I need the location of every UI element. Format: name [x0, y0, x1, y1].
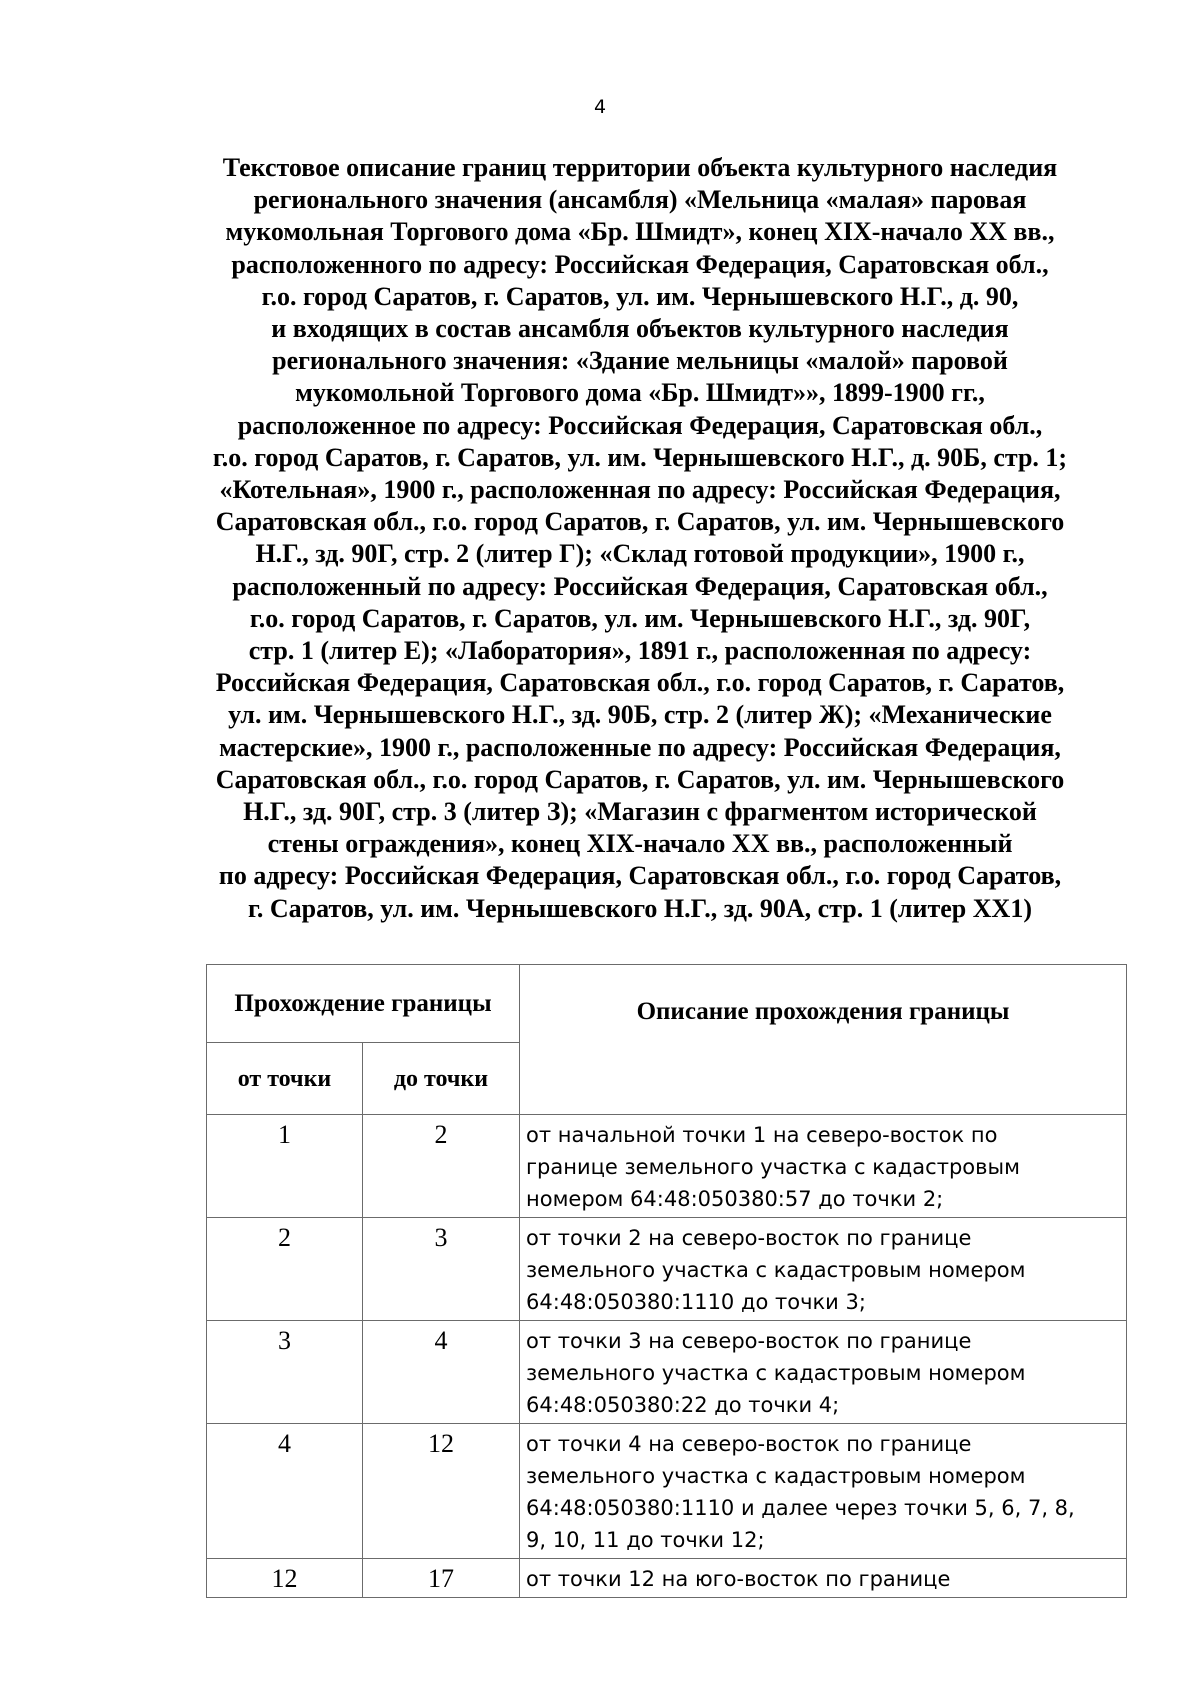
document-heading — [150, 152, 1130, 925]
description-line: земельного участка с кадастровым номером — [526, 1464, 1026, 1488]
heading-line: по адресу: Российская Федерация, Саратовская обл., г.о. город Саратов, — [218, 861, 1062, 891]
to-point-cell: 12 — [363, 1424, 520, 1559]
description-line: от точки 3 на северо-восток по границе — [526, 1329, 972, 1353]
description-line: 64:48:050380:1110 и далее через точки 5, 6, 7, 8, — [526, 1496, 1075, 1520]
table-row — [207, 1321, 1127, 1424]
heading-line: стр. 1 (литер Е); «Лаборатория», 1891 г., расположенная по адресу: — [248, 636, 1032, 666]
from-point-cell: 2 — [207, 1218, 363, 1321]
heading-line: Российская Федерация, Саратовская обл., г.о. город Саратов, г. Саратов, — [215, 668, 1065, 698]
header-from-point: от точки — [207, 1043, 363, 1115]
description-line: границе земельного участка с кадастровым — [526, 1155, 1020, 1179]
to-point-cell: 3 — [363, 1218, 520, 1321]
heading-line: мукомольной Торгового дома «Бр. Шмидт»», 1899-1900 гг., — [295, 378, 985, 408]
page-number: 4 — [593, 96, 607, 118]
to-point-cell: 17 — [363, 1559, 520, 1598]
from-point-cell: 4 — [207, 1424, 363, 1559]
heading-line: регионального значения: «Здание мельницы «малой» паровой — [272, 346, 1008, 376]
description-line: земельного участка с кадастровым номером — [526, 1258, 1026, 1282]
heading-line: ул. им. Чернышевского Н.Г., зд. 90Б, стр. 2 (литер Ж); «Механические — [228, 700, 1052, 730]
table-row — [207, 1115, 1127, 1218]
description-line: земельного участка с кадастровым номером — [526, 1361, 1026, 1385]
heading-line: регионального значения (ансамбля) «Мельница «малая» паровая — [253, 185, 1027, 215]
description-line: от точки 12 на юго-восток по границе — [526, 1567, 951, 1591]
heading-line: «Котельная», 1900 г., расположенная по адресу: Российская Федерация, — [219, 475, 1061, 505]
heading-line: мукомольная Торгового дома «Бр. Шмидт», конец XIX-начало XX вв., — [225, 217, 1055, 247]
table-row — [207, 1559, 1127, 1598]
description-line: 64:48:050380:1110 до точки 3; — [526, 1290, 866, 1314]
heading-line: Текстовое описание границ территории объекта культурного наследия — [222, 153, 1058, 182]
description-line: 9, 10, 11 до точки 12; — [526, 1528, 765, 1552]
heading-line: г. Саратов, ул. им. Чернышевского Н.Г., зд. 90А, стр. 1 (литер ХХ1) — [248, 893, 1032, 923]
to-point-cell: 4 — [363, 1321, 520, 1424]
description-cell — [520, 1218, 1127, 1321]
heading-line: Н.Г., зд. 90Г, стр. 3 (литер З); «Магазин с фрагментом исторической — [243, 797, 1037, 827]
heading-line: и входящих в состав ансамбля объектов культурного наследия — [271, 314, 1009, 344]
heading-line: Н.Г., зд. 90Г, стр. 2 (литер Г); «Склад готовой продукции», 1900 г., — [255, 539, 1025, 569]
boundary-table — [206, 964, 1127, 1598]
heading-line: Саратовская обл., г.о. город Саратов, г. Саратов, ул. им. Чернышевского — [215, 507, 1065, 537]
heading-line: г.о. город Саратов, г. Саратов, ул. им. Чернышевского Н.Г., зд. 90Г, — [249, 603, 1031, 633]
description-cell — [520, 1424, 1127, 1559]
heading-line: Саратовская обл., г.о. город Саратов, г. Саратов, ул. им. Чернышевского — [215, 764, 1065, 794]
heading-line: мастерские», 1900 г., расположенные по адресу: Российская Федерация, — [219, 732, 1061, 762]
heading-line: г.о. город Саратов, г. Саратов, ул. им. Чернышевского Н.Г., д. 90Б, стр. 1; — [212, 442, 1068, 472]
table-row — [207, 1218, 1127, 1321]
from-point-cell: 12 — [207, 1559, 363, 1598]
heading-line: расположенного по адресу: Российская Федерация, Саратовская обл., — [231, 249, 1049, 279]
heading-line: расположенное по адресу: Российская Федерация, Саратовская обл., — [237, 410, 1043, 440]
description-line: номером 64:48:050380:57 до точки 2; — [526, 1187, 944, 1211]
header-to-point: до точки — [363, 1043, 520, 1115]
description-cell — [520, 1115, 1127, 1218]
table-row — [207, 1424, 1127, 1559]
description-line: от точки 2 на северо-восток по границе — [526, 1226, 972, 1250]
heading-line: стены ограждения», конец XIX-начало XX вв., расположенный — [267, 829, 1013, 859]
heading-line: г.о. город Саратов, г. Саратов, ул. им. Чернышевского Н.Г., д. 90, — [261, 281, 1019, 311]
from-point-cell: 3 — [207, 1321, 363, 1424]
description-line: 64:48:050380:22 до точки 4; — [526, 1393, 840, 1417]
description-line: от точки 4 на северо-восток по границе — [526, 1432, 972, 1456]
description-line: от начальной точки 1 на северо-восток по — [526, 1123, 998, 1147]
table-header-row — [207, 965, 1127, 1043]
header-boundary-passage: Прохождение границы — [207, 965, 520, 1043]
description-cell — [520, 1559, 1127, 1598]
to-point-cell: 2 — [363, 1115, 520, 1218]
description-cell — [520, 1321, 1127, 1424]
header-boundary-description: Описание прохождения границы — [520, 965, 1127, 1115]
heading-line: расположенный по адресу: Российская Федерация, Саратовская обл., — [232, 571, 1048, 601]
from-point-cell: 1 — [207, 1115, 363, 1218]
